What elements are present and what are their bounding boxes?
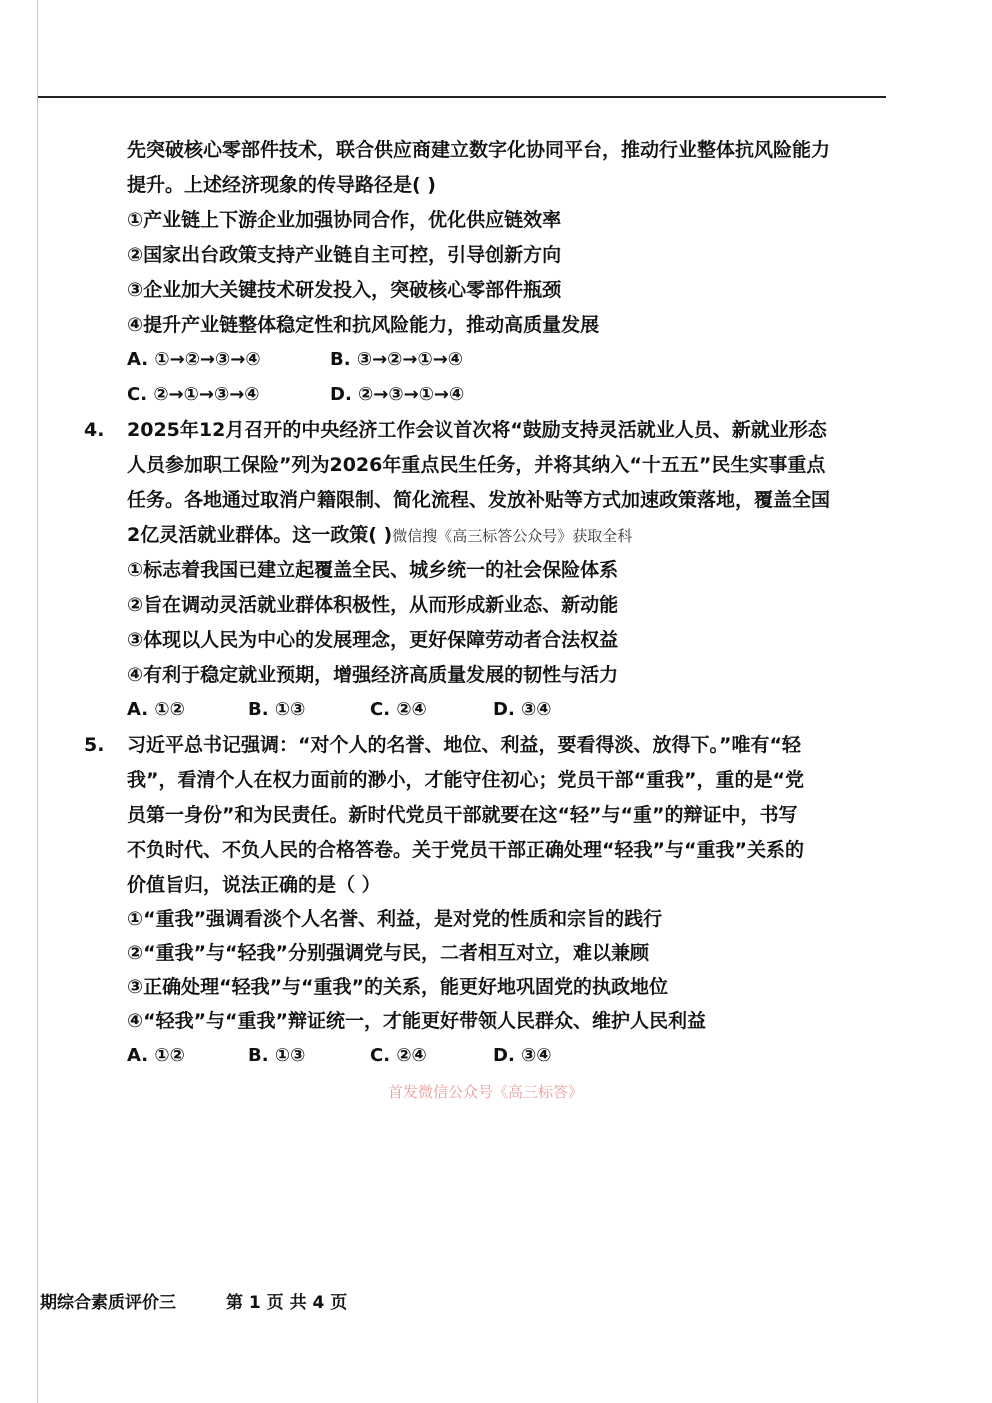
q4-statement-2: ②旨在调动灵活就业群体积极性，从而形成新业态、新动能 (127, 594, 619, 616)
watermark-text: 首发微信公众号《高三标答》 (388, 1083, 584, 1101)
q3-statement-1: ①产业链上下游企业加强协同合作，优化供应链效率 (127, 209, 562, 231)
q4-wechat-note: 微信搜《高三标答公众号》获取全科 (392, 527, 633, 545)
q5-statement-1: ①“重我”强调看淡个人名誉、利益，是对党的性质和宗旨的践行 (127, 908, 663, 930)
q3-option-c: C. ②→①→③→④ (127, 384, 260, 405)
q4-option-c: C. ②④ (370, 699, 427, 720)
q5-stem-line-1: 习近平总书记强调：“对个人的名誉、地位、利益，要看得淡、放得下。”唯有“轻 (127, 734, 801, 756)
q5-option-c: C. ②④ (370, 1045, 427, 1066)
q3-statement-4: ④提升产业链整体稳定性和抗风险能力，推动高质量发展 (127, 314, 600, 336)
q4-number: 4. (84, 419, 105, 441)
left-margin-line (37, 0, 38, 1403)
header-rule (38, 96, 886, 98)
q3-option-a: A. ①→②→③→④ (127, 349, 261, 370)
q3-stem-line-1: 先突破核心零部件技术，联合供应商建立数字化协同平台，推动行业整体抗风险能力 (127, 139, 831, 161)
q3-statement-3: ③企业加大关键技术研发投入，突破核心零部件瓶颈 (127, 279, 562, 301)
q5-option-b: B. ①③ (248, 1045, 306, 1066)
q4-stem-text: 2亿灵活就业群体。这一政策( ) (127, 524, 393, 546)
q5-stem-line-3: 员第一身份”和为民责任。新时代党员干部就要在这“轻”与“重”的辩证中，书写 (127, 804, 798, 826)
q4-stem-line-1: 2025年12月召开的中央经济工作会议首次将“鼓励支持灵活就业人员、新就业形态 (127, 419, 827, 441)
q3-statement-2: ②国家出台政策支持产业链自主可控，引导创新方向 (127, 244, 562, 266)
q5-option-a: A. ①② (127, 1045, 185, 1066)
q5-option-d: D. ③④ (493, 1045, 552, 1066)
q4-statement-1: ①标志着我国已建立起覆盖全民、城乡统一的社会保险体系 (127, 559, 619, 581)
q5-statement-3: ③正确处理“轻我”与“重我”的关系，能更好地巩固党的执政地位 (127, 976, 669, 998)
q5-stem-line-5: 价值旨归，说法正确的是（ ） (127, 874, 381, 896)
q5-number: 5. (84, 734, 105, 756)
q4-option-d: D. ③④ (493, 699, 552, 720)
q4-statement-3: ③体现以人民为中心的发展理念，更好保障劳动者合法权益 (127, 629, 619, 651)
q3-option-b: B. ③→②→①→④ (330, 349, 464, 370)
footer-exam-name: 期综合素质评价三 (40, 1293, 176, 1313)
q5-statement-2: ②“重我”与“轻我”分别强调党与民，二者相互对立，难以兼顾 (127, 942, 650, 964)
q5-stem-line-2: 我”，看清个人在权力面前的渺小，才能守住初心；党员干部“重我”，重的是“党 (127, 769, 804, 791)
q5-stem-line-4: 不负时代、不负人民的合格答卷。关于党员干部正确处理“轻我”与“重我”关系的 (127, 839, 804, 861)
q4-stem-line-2: 人员参加职工保险”列为2026年重点民生任务，并将其纳入“十五五”民生实事重点 (127, 454, 826, 476)
q4-option-a: A. ①② (127, 699, 185, 720)
q3-stem-line-2: 提升。上述经济现象的传导路径是( ) (127, 174, 436, 196)
q4-statement-4: ④有利于稳定就业预期，增强经济高质量发展的韧性与活力 (127, 664, 619, 686)
q5-statement-4: ④“轻我”与“重我”辩证统一，才能更好带领人民群众、维护人民利益 (127, 1010, 707, 1032)
footer-page-info: 第 1 页 共 4 页 (226, 1293, 348, 1313)
q4-stem-line-3: 任务。各地通过取消户籍限制、简化流程、发放补贴等方式加速政策落地，覆盖全国 (127, 489, 831, 511)
q3-option-d: D. ②→③→①→④ (330, 384, 465, 405)
q4-stem-line-4 (127, 523, 632, 548)
q4-option-b: B. ①③ (248, 699, 306, 720)
